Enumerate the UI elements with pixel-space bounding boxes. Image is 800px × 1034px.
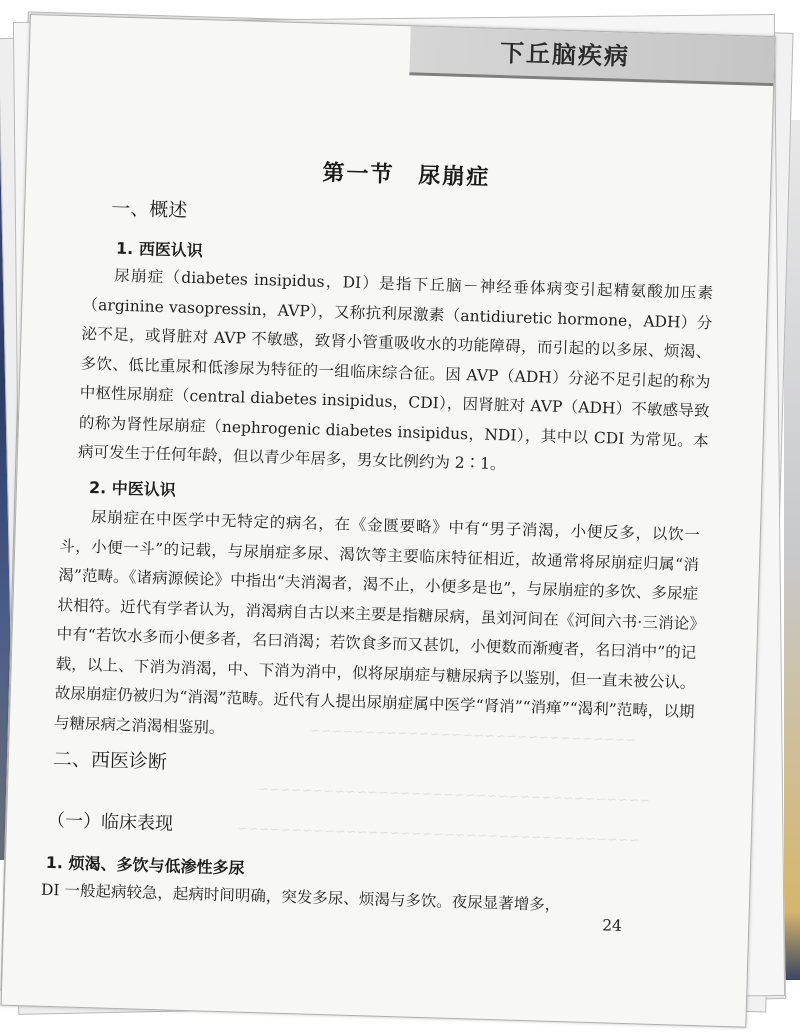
clinical-heading: （一）临床表现 bbox=[46, 809, 174, 835]
western-heading: 1. 西医认识 bbox=[115, 238, 204, 261]
running-header-title: 下丘脑疾病 bbox=[499, 38, 631, 71]
book-page bbox=[1, 14, 776, 1028]
section-title: 第一节 尿崩症 bbox=[322, 159, 491, 191]
tcm-paragraph: 尿崩症在中医学中无特定的病名，在《金匮要略》中有“男子消渴，小便反多，以饮一斗，小便一斗”的记载，与尿崩症多尿、渴饮等主要临床特征相近，故通常将尿崩症归属“消渴”范畴。《诸病源候论》中指出“夫消渴者，渴不止，小便多是也”，与尿崩症的多饮、多尿症状相符。近代有学者认为，消渴病自古以来主要是指糖尿病，虽刘河间在《河间六书·三消论》中有“若饮水多而小便多者，名曰消渴；若饮食多而又甚饥，小便数而渐瘦者，名曰消中”的记载，以上、下消为消渴，中、下消为消中，似将尿崩症与糖尿病予以鉴别，但一直未被公认。故尿崩症仍被归为“消渴”范畴。近代有人提出尿崩症属中医学“肾消”“消瘅”“渴利”范畴，以期与糖尿病之消渴相鉴别。 bbox=[53, 508, 701, 737]
bleed-through-text: ~~~~~~~~~~~~~~~~~~~~~~~~~~~~~~~~~~~~ bbox=[257, 782, 651, 809]
clinical-item-paragraph: DI 一般起病较急，起病时间明确，突发多尿、烦渴与多饮。夜尿显著增多， bbox=[40, 880, 561, 915]
tcm-heading: 2. 中医认识 bbox=[88, 477, 177, 500]
bleed-through-text: ~~~~~~~~~~~~~~~~~~~~~~~~~~~~~~~~~~~~~ bbox=[236, 821, 640, 849]
diagnosis-heading: 二、西医诊断 bbox=[52, 748, 168, 774]
clinical-item-heading: 1. 烦渴、多饮与低渗性多尿 bbox=[45, 852, 245, 878]
page-number: 24 bbox=[601, 916, 623, 935]
overview-heading: 一、概述 bbox=[110, 197, 188, 222]
western-paragraph: 尿崩症（diabetes insipidus，DI）是指下丘脑－神经垂体病变引起精氨酸加压素（arginine vasopressin，AVP），又称抗利尿激素（antidiuretic hormone，ADH）分泌不足，或肾脏对 AVP 不敏感，致肾小管重吸收水的功能障碍，而引起的以多尿、烦渴、多饮、低比重尿和低渗尿为特征的一组临床综合征。因 AVP（ADH）分泌不足引起的称为中枢性尿崩症（central diabetes insipidus，CDI），因肾脏对 AVP（ADH）不敏感导致的称为肾性尿崩症（nephrogenic diabetes insipidus，NDI），其中以 CDI 为常见。本病可发生于任何年龄，但以青少年居多，男女比例约为 2∶1。 bbox=[77, 266, 714, 474]
bleed-through-text: ~~~~~~~~~~~~~~~~~~~~~~~~~~~~~~ bbox=[309, 723, 637, 749]
